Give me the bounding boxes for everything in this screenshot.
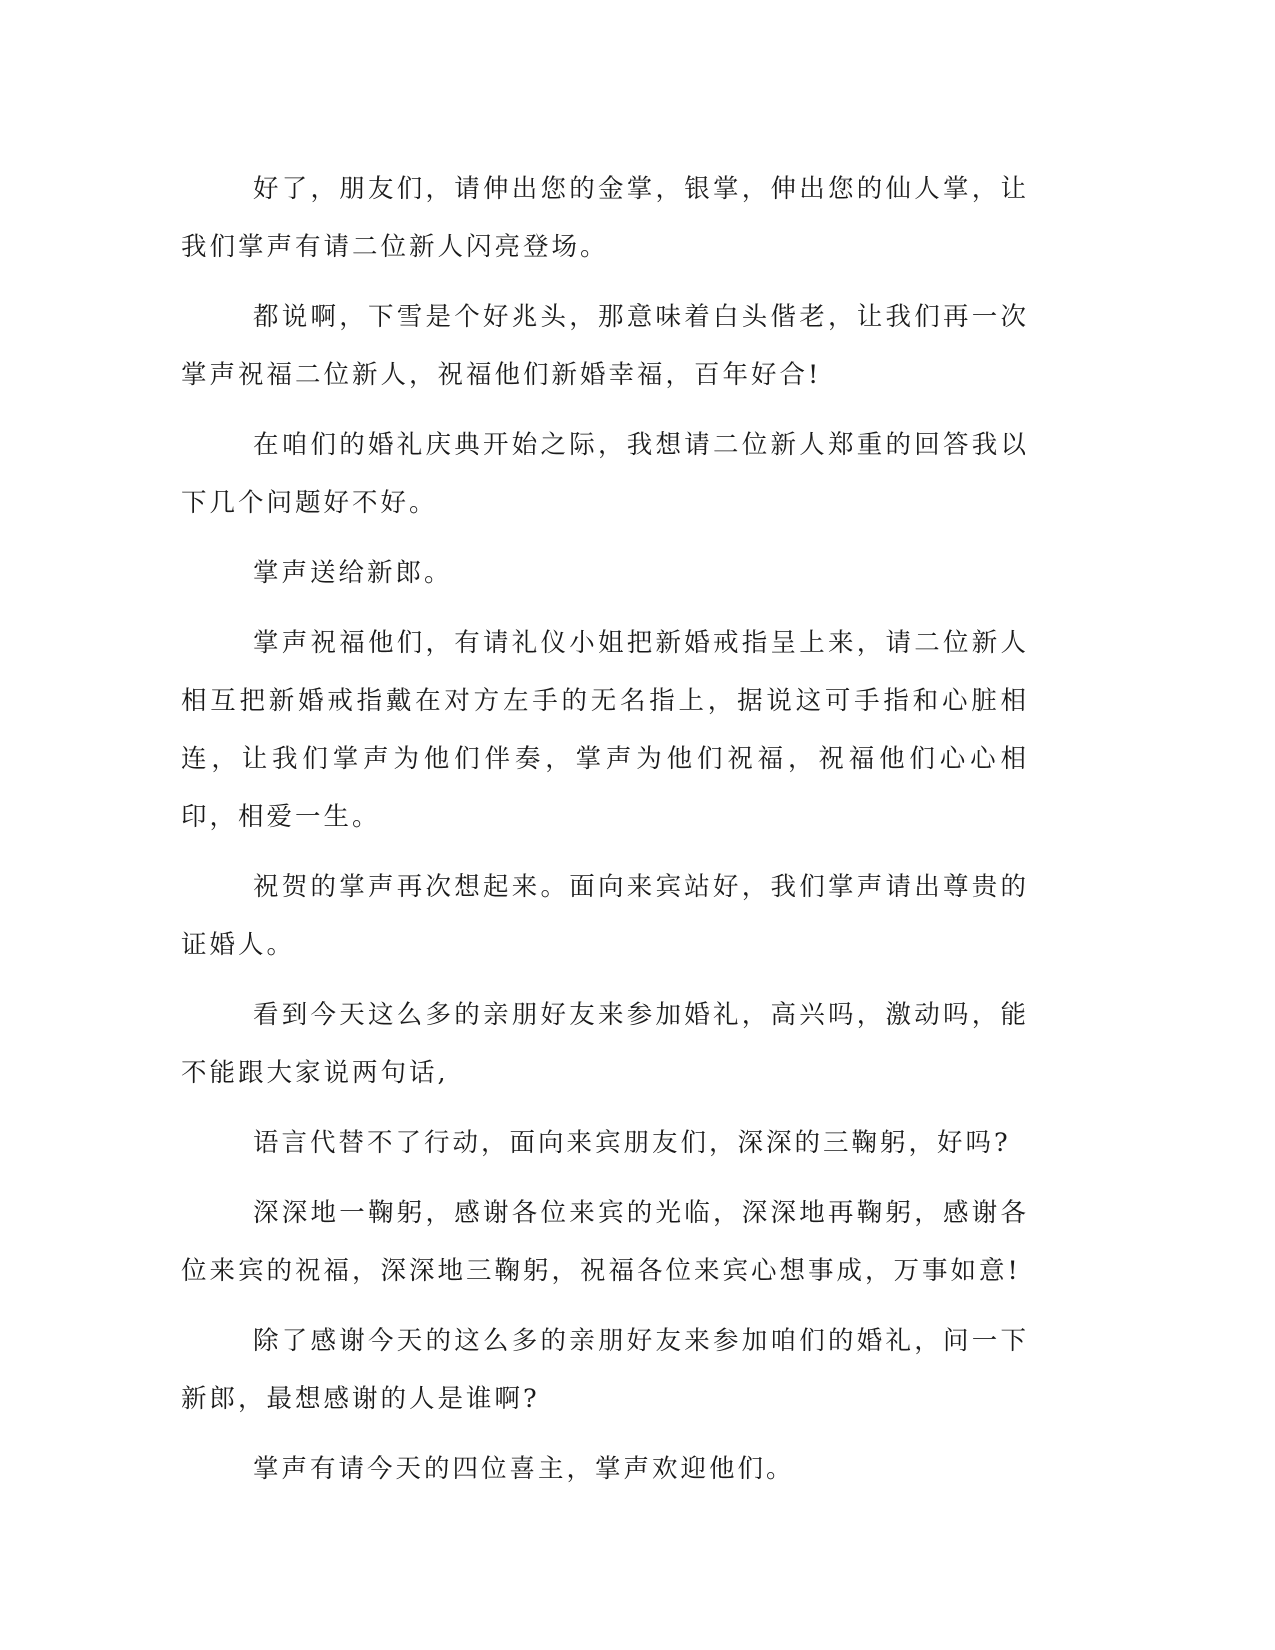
paragraph: 都说啊，下雪是个好兆头，那意味着白头偕老，让我们再一次掌声祝福二位新人，祝福他们新婚幸福，百年好合! — [181, 302, 1029, 390]
paragraph: 祝贺的掌声再次想起来。面向来宾站好，我们掌声请出尊贵的证婚人。 — [181, 872, 1029, 960]
paragraph: 语言代替不了行动，面向来宾朋友们，深深的三鞠躬，好吗? — [253, 1128, 1011, 1158]
paragraph: 除了感谢今天的这么多的亲朋好友来参加咱们的婚礼，问一下新郎，最想感谢的人是谁啊? — [181, 1326, 1029, 1414]
paragraph: 看到今天这么多的亲朋好友来参加婚礼，高兴吗，激动吗，能不能跟大家说两句话, — [181, 1000, 1029, 1088]
paragraph: 深深地一鞠躬，感谢各位来宾的光临，深深地再鞠躬，感谢各位来宾的祝福，深深地三鞠躬，祝福各位来宾心想事成，万事如意! — [181, 1198, 1029, 1286]
paragraph: 掌声送给新郎。 — [253, 558, 453, 588]
document-body — [181, 160, 1029, 1510]
paragraph: 在咱们的婚礼庆典开始之际，我想请二位新人郑重的回答我以下几个问题好不好。 — [181, 430, 1029, 518]
paragraph: 好了，朋友们，请伸出您的金掌，银掌，伸出您的仙人掌，让我们掌声有请二位新人闪亮登场。 — [181, 174, 1029, 262]
paragraph: 掌声有请今天的四位喜主，掌声欢迎他们。 — [253, 1454, 795, 1484]
paragraph: 掌声祝福他们，有请礼仪小姐把新婚戒指呈上来，请二位新人相互把新婚戒指戴在对方左手的无名指上，据说这可手指和心脏相连，让我们掌声为他们伴奏，掌声为他们祝福，祝福他们心心相印，相爱一生。 — [181, 628, 1029, 832]
